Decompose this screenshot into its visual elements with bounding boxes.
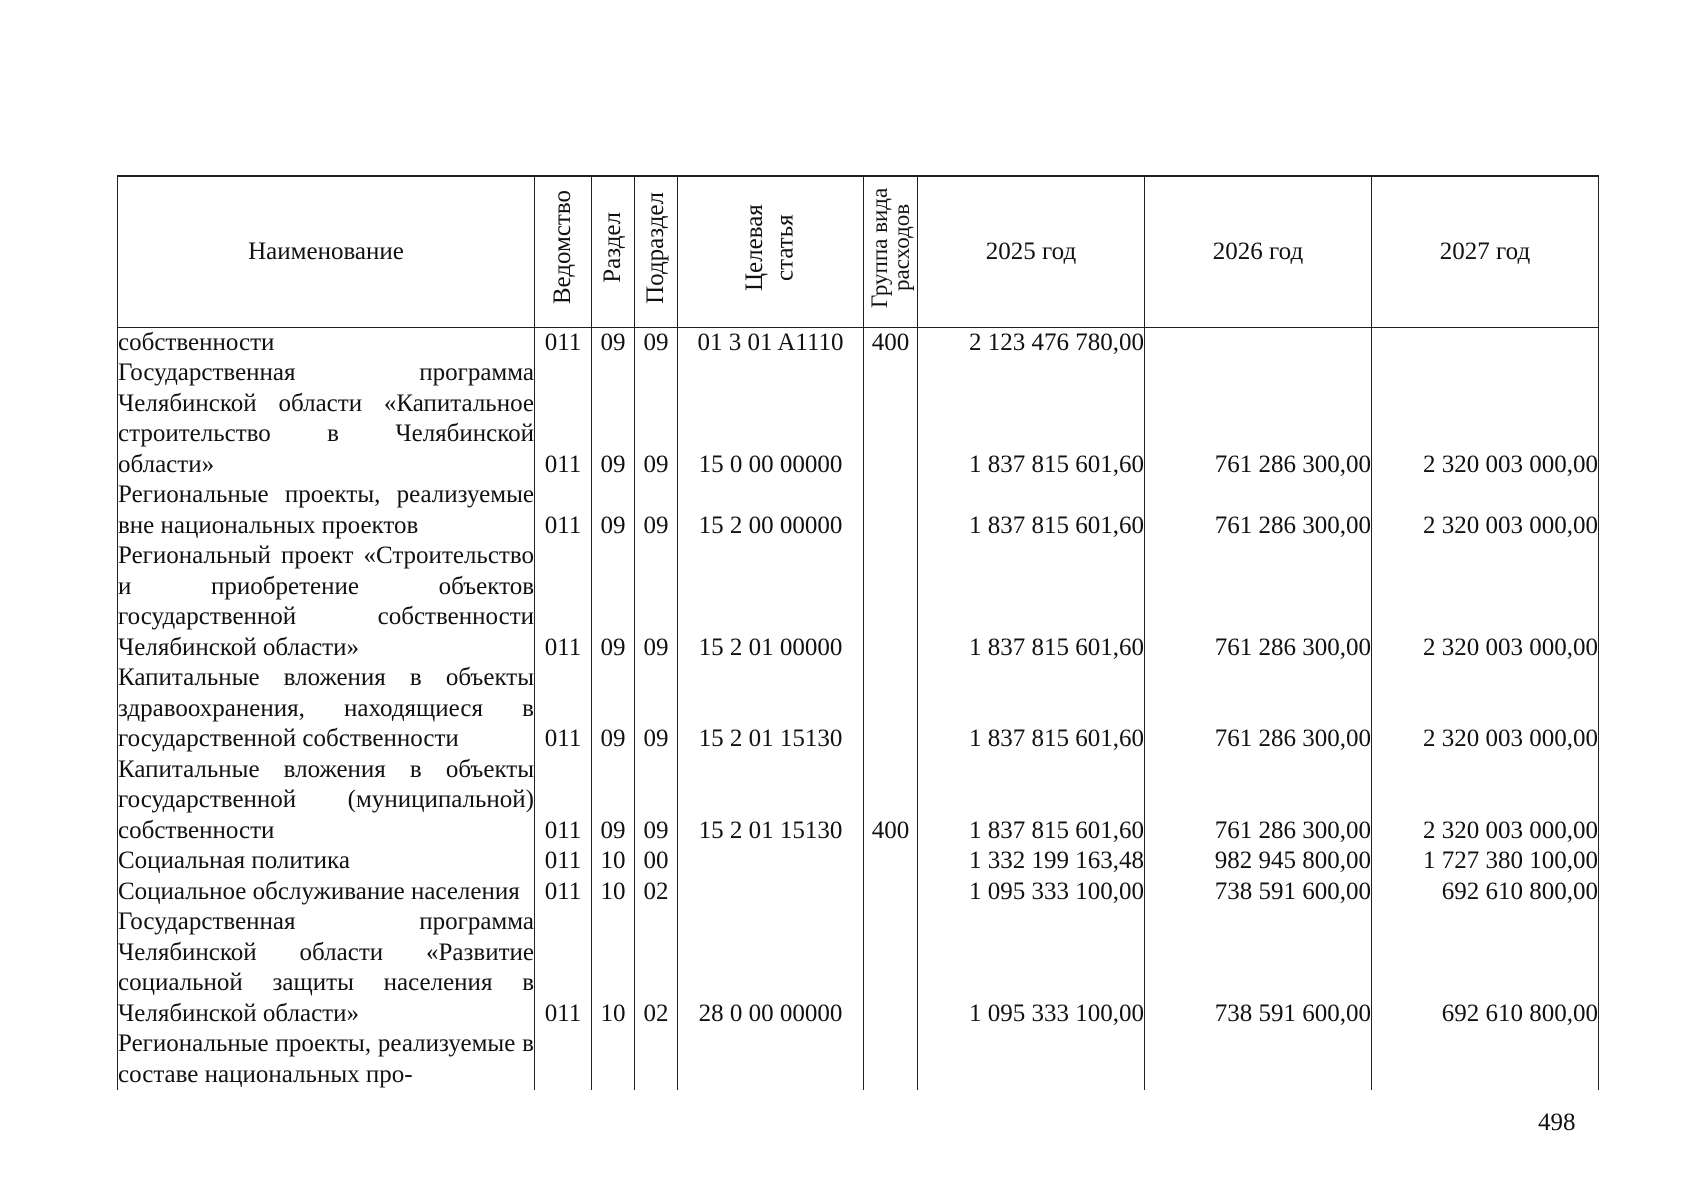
cell-expense-group	[864, 480, 918, 541]
cell-2026	[1145, 1029, 1372, 1090]
cell-2026: 738 591 600,00	[1145, 877, 1372, 908]
cell-department: 011	[535, 907, 592, 1029]
cell-target-article: 15 2 00 00000	[678, 480, 864, 541]
cell-expense-group: 400	[864, 755, 918, 847]
cell-name: Социальная политика	[118, 846, 535, 877]
cell-subsection: 09	[635, 755, 678, 847]
cell-2026: 761 286 300,00	[1145, 541, 1372, 663]
cell-section: 09	[592, 663, 635, 755]
cell-target-article	[678, 846, 864, 877]
cell-section: 09	[592, 480, 635, 541]
table-row	[118, 907, 1599, 1029]
cell-expense-group: 400	[864, 327, 918, 358]
cell-expense-group	[864, 907, 918, 1029]
cell-target-article: 15 2 01 00000	[678, 541, 864, 663]
cell-2027	[1372, 1029, 1599, 1090]
table-row	[118, 755, 1599, 847]
cell-subsection: 09	[635, 480, 678, 541]
header-expense-group: Группа вида расходов	[864, 176, 918, 327]
cell-2027: 2 320 003 000,00	[1372, 755, 1599, 847]
cell-name: Государственная программа Челябинской области «Капитальное строительство в Челябинской области»	[118, 358, 535, 480]
table-row	[118, 1029, 1599, 1090]
cell-2025	[918, 1029, 1145, 1090]
cell-subsection: 02	[635, 877, 678, 908]
header-target-article: Целевая статья	[678, 176, 864, 327]
cell-2025: 1 095 333 100,00	[918, 907, 1145, 1029]
cell-2026: 982 945 800,00	[1145, 846, 1372, 877]
header-2026: 2026 год	[1145, 176, 1372, 327]
cell-2027: 692 610 800,00	[1372, 907, 1599, 1029]
cell-2026: 761 286 300,00	[1145, 755, 1372, 847]
cell-2027: 2 320 003 000,00	[1372, 358, 1599, 480]
cell-subsection: 09	[635, 663, 678, 755]
cell-target-article	[678, 1029, 864, 1090]
table-row	[118, 327, 1599, 358]
cell-department: 011	[535, 541, 592, 663]
header-department: Ведомство	[535, 176, 592, 327]
cell-2025: 1 837 815 601,60	[918, 663, 1145, 755]
cell-2026: 761 286 300,00	[1145, 663, 1372, 755]
header-section: Раздел	[592, 176, 635, 327]
header-2025: 2025 год	[918, 176, 1145, 327]
cell-section: 10	[592, 877, 635, 908]
table-row	[118, 480, 1599, 541]
cell-2027: 2 320 003 000,00	[1372, 541, 1599, 663]
cell-section: 09	[592, 327, 635, 358]
table-row	[118, 541, 1599, 663]
cell-expense-group	[864, 663, 918, 755]
cell-target-article	[678, 877, 864, 908]
cell-department: 011	[535, 755, 592, 847]
cell-2026: 738 591 600,00	[1145, 907, 1372, 1029]
cell-2025: 2 123 476 780,00	[918, 327, 1145, 358]
cell-expense-group	[864, 1029, 918, 1090]
cell-section: 09	[592, 755, 635, 847]
cell-2027: 1 727 380 100,00	[1372, 846, 1599, 877]
cell-2027: 2 320 003 000,00	[1372, 663, 1599, 755]
cell-subsection: 09	[635, 541, 678, 663]
cell-department: 011	[535, 663, 592, 755]
cell-name: Региональные проекты, реализуемые в составе национальных про-	[118, 1029, 535, 1090]
cell-expense-group	[864, 541, 918, 663]
table-row	[118, 877, 1599, 908]
table-row	[118, 846, 1599, 877]
table-row	[118, 663, 1599, 755]
cell-2025: 1 837 815 601,60	[918, 541, 1145, 663]
cell-section: 09	[592, 358, 635, 480]
cell-2025: 1 837 815 601,60	[918, 480, 1145, 541]
cell-2025: 1 332 199 163,48	[918, 846, 1145, 877]
table-row	[118, 358, 1599, 480]
header-row	[118, 176, 1599, 327]
cell-name: Региональный проект «Строительство и приобретение объектов государственной собственности Челябинской области»	[118, 541, 535, 663]
cell-department: 011	[535, 877, 592, 908]
header-name: Наименование	[118, 176, 535, 327]
cell-target-article: 15 2 01 15130	[678, 755, 864, 847]
cell-department: 011	[535, 846, 592, 877]
cell-section	[592, 1029, 635, 1090]
cell-target-article: 15 2 01 15130	[678, 663, 864, 755]
cell-name: Социальное обслуживание населения	[118, 877, 535, 908]
cell-2026: 761 286 300,00	[1145, 358, 1372, 480]
cell-subsection	[635, 1029, 678, 1090]
cell-2027: 2 320 003 000,00	[1372, 480, 1599, 541]
page-number: 498	[1538, 1109, 1576, 1136]
cell-department: 011	[535, 358, 592, 480]
cell-target-article: 01 3 01 A1110	[678, 327, 864, 358]
header-2027: 2027 год	[1372, 176, 1599, 327]
cell-section: 09	[592, 541, 635, 663]
cell-expense-group	[864, 846, 918, 877]
cell-name: Региональные проекты, реализуемые вне национальных проектов	[118, 480, 535, 541]
cell-subsection: 00	[635, 846, 678, 877]
cell-section: 10	[592, 846, 635, 877]
header-subsection: Подраздел	[635, 176, 678, 327]
cell-2025: 1 837 815 601,60	[918, 755, 1145, 847]
cell-department: 011	[535, 480, 592, 541]
cell-subsection: 09	[635, 327, 678, 358]
budget-table	[117, 175, 1599, 1090]
cell-subsection: 09	[635, 358, 678, 480]
cell-2025: 1 095 333 100,00	[918, 877, 1145, 908]
cell-department: 011	[535, 327, 592, 358]
cell-expense-group	[864, 877, 918, 908]
cell-subsection: 02	[635, 907, 678, 1029]
cell-target-article: 28 0 00 00000	[678, 907, 864, 1029]
cell-name: собственности	[118, 327, 535, 358]
cell-target-article: 15 0 00 00000	[678, 358, 864, 480]
cell-expense-group	[864, 358, 918, 480]
cell-2025: 1 837 815 601,60	[918, 358, 1145, 480]
cell-name: Капитальные вложения в объекты государственной (муниципальной) собственности	[118, 755, 535, 847]
cell-department	[535, 1029, 592, 1090]
cell-2027: 692 610 800,00	[1372, 877, 1599, 908]
cell-2027	[1372, 327, 1599, 358]
cell-2026: 761 286 300,00	[1145, 480, 1372, 541]
cell-2026	[1145, 327, 1372, 358]
cell-name: Капитальные вложения в объекты здравоохранения, находящиеся в государственной собственности	[118, 663, 535, 755]
cell-name: Государственная программа Челябинской области «Развитие социальной защиты населения в Челябинской области»	[118, 907, 535, 1029]
cell-section: 10	[592, 907, 635, 1029]
